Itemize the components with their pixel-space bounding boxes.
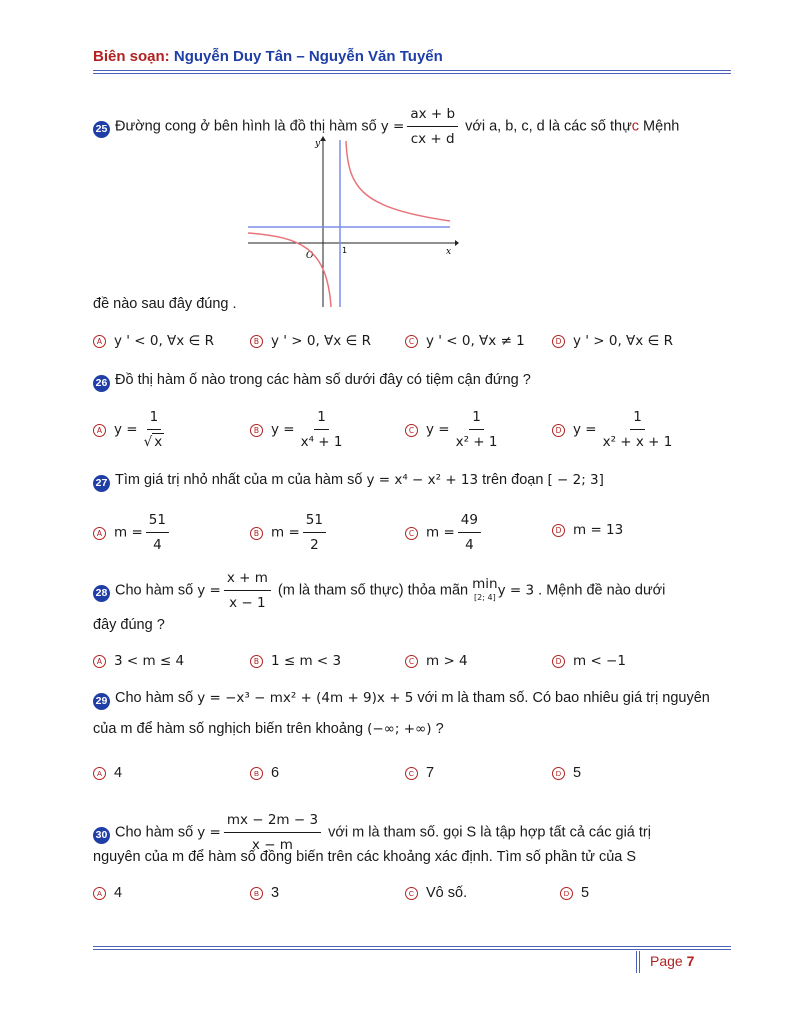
q27-option-a-den: 4	[153, 537, 162, 553]
header-label: Biên soạn:	[93, 48, 170, 65]
q29-option-c-text: 7	[426, 765, 435, 781]
q25-text1: Đường cong ở bên hình là đồ thị hàm số	[115, 118, 377, 135]
q28-option-b	[250, 651, 341, 671]
q27-text2: trên đoạn	[482, 472, 544, 488]
option-b-badge: B	[250, 767, 263, 780]
q25-graph-y-label: y	[315, 139, 321, 149]
q26-option-d-den: x² + x + 1	[602, 434, 673, 450]
q26-option-a-fraction	[141, 407, 168, 452]
q29-text3: của m để hàm số nghịch biến trên khoảng	[93, 721, 364, 737]
option-d-badge: D	[552, 767, 565, 780]
option-d-badge: D	[552, 524, 565, 537]
q28-line1: 28 Cho hàm số y = $\frac{x + m}{x - 1}$ (m là tham số thực) thỏa mãn min [2; 4] y = 3 . Mệnh đề nào dưới	[93, 568, 665, 613]
q25-graph	[245, 135, 460, 310]
q29-option-d	[552, 763, 581, 783]
option-c-badge: C	[405, 767, 418, 780]
q25-option-d-text: y ' > 0, ∀x ∈ R	[573, 333, 674, 349]
option-c-badge: C	[405, 424, 418, 437]
q27-text1: Tìm giá trị nhỏ nhất của m của hàm số	[115, 472, 363, 488]
q25-denominator: cx + d	[410, 131, 455, 147]
q28-min-rest: y = 3	[497, 582, 535, 599]
option-d-badge: D	[552, 424, 565, 437]
q27-option-d	[552, 520, 623, 540]
q28-text1: Cho hàm số	[115, 582, 194, 599]
q26-option-d-num: 1	[630, 407, 645, 430]
q25-line2: đề nào sau đây đúng .	[93, 296, 237, 312]
q27-number-badge: 27	[93, 475, 110, 492]
q27-option-b: B m = $\frac{51}{2}$	[250, 510, 329, 555]
q28-option-b-text: 1 ≤ m < 3	[271, 653, 342, 669]
q26-option-c: C y = $\frac{1}{\text{x² + 1}}$	[405, 407, 503, 452]
q30-line2: nguyên của m để hàm số đồng biến trên các khoảng xác định. Tìm số phần tử của S	[93, 849, 637, 865]
q29-text2: với m là tham số. Có bao nhiêu giá trị nguyên	[417, 690, 710, 706]
option-c-badge: C	[405, 527, 418, 540]
q30-numerator: mx − 2m − 3	[224, 810, 321, 833]
q27-option-a-fraction	[146, 510, 169, 555]
q27-line1	[93, 470, 604, 492]
q28-option-a-text: 3 < m ≤ 4	[114, 653, 185, 669]
q28-option-c	[405, 651, 468, 671]
q27-option-b-fraction	[303, 510, 326, 555]
q26-line1	[93, 370, 531, 392]
q28-numerator: x + m	[224, 568, 271, 591]
q27-option-d-text: m = 13	[573, 522, 624, 538]
q29-number-badge: 29	[93, 693, 110, 710]
q27-option-a: A m = $\frac{51}{4}$	[93, 510, 172, 555]
q30-option-b	[250, 883, 279, 903]
q26-option-b-num: 1	[314, 407, 329, 430]
q26-option-c-num: 1	[469, 407, 484, 430]
q29-line2	[93, 719, 444, 739]
q30-denominator: x − m	[251, 837, 293, 853]
option-d-badge: D	[560, 887, 573, 900]
option-a-badge: A	[93, 655, 106, 668]
q28-number-badge: 28	[93, 585, 110, 602]
q29-option-a	[93, 763, 122, 783]
q30-text1: Cho hàm số	[115, 824, 194, 841]
option-c-badge: C	[405, 335, 418, 348]
q26-option-a-den: √ x	[143, 434, 163, 450]
q28-option-d	[552, 651, 626, 671]
option-a-badge: A	[93, 424, 106, 437]
q25-graph-one-label: 1	[342, 246, 348, 255]
q29-option-d-text: 5	[573, 765, 582, 781]
q25-text3: Mệnh	[639, 118, 680, 135]
q29-option-b-text: 6	[271, 765, 280, 781]
q27-expr: y = x⁴ − x² + 13	[366, 472, 479, 488]
option-c-badge: C	[405, 887, 418, 900]
option-c-badge: C	[405, 655, 418, 668]
option-b-badge: B	[250, 527, 263, 540]
q28-fraction	[224, 568, 271, 613]
option-b-badge: B	[250, 424, 263, 437]
q30-option-d-text: 5	[581, 885, 590, 901]
option-a-badge: A	[93, 527, 106, 540]
option-d-badge: D	[552, 655, 565, 668]
q30-option-d	[560, 883, 589, 903]
q28-denominator: x − 1	[229, 595, 266, 611]
q27-option-c-den: 4	[465, 537, 474, 553]
q26-option-a-radicand: x	[154, 434, 163, 450]
q27-option-a-num: 51	[146, 510, 169, 533]
q30-number-badge: 30	[93, 827, 110, 844]
q26-option-a-num: 1	[147, 407, 162, 430]
q29-option-b	[250, 763, 279, 783]
q25-option-d	[552, 331, 673, 351]
q25-y: y =	[380, 118, 405, 135]
q26-number-badge: 26	[93, 375, 110, 392]
q30-option-b-text: 3	[271, 885, 280, 901]
q27-option-c-num: 49	[458, 510, 481, 533]
q25-option-a-text: y ' < 0, ∀x ∈ R	[114, 333, 215, 349]
page-label: Page	[650, 953, 683, 969]
q25-text2: với a, b, c, d là các số thự	[465, 118, 632, 135]
option-d-badge: D	[552, 335, 565, 348]
q26-option-c-den: x² + 1	[455, 434, 498, 450]
q28-text2: (m là tham số thực) thỏa mãn	[277, 582, 469, 599]
q28-line2: đây đúng ?	[93, 617, 165, 633]
q26-option-b-den: x⁴ + 1	[300, 434, 343, 450]
q27-interval: [ − 2; 3]	[547, 472, 604, 488]
q28-text3: . Mệnh đề nào dưới	[538, 582, 666, 599]
q28-option-a	[93, 651, 184, 671]
option-a-badge: A	[93, 767, 106, 780]
q30-option-c-text: Vô số.	[426, 885, 468, 901]
q29-line1	[93, 688, 710, 710]
option-b-badge: B	[250, 335, 263, 348]
q26-option-a: A y = $\frac{1}{√ x}$	[93, 407, 170, 452]
q25-numerator: ax + b	[407, 104, 458, 127]
q25-option-c-text: y ' < 0, ∀x ≠ 1	[426, 333, 525, 349]
q30-line1: 30 Cho hàm số y = $\frac{mx - 2m - 3}{x - m}$ với m là tham số. gọi S là tập hợp tất cả các giá trị	[93, 810, 651, 855]
footer-divider-1	[636, 951, 637, 973]
q25-option-c	[405, 331, 525, 351]
q29-interval: (−∞; +∞)	[367, 721, 432, 737]
q30-option-a-text: 4	[114, 885, 123, 901]
q28-option-d-text: m < −1	[573, 653, 626, 669]
q30-option-a	[93, 883, 122, 903]
q27-option-b-num: 51	[303, 510, 326, 533]
header-rule-1	[93, 70, 731, 71]
option-a-badge: A	[93, 887, 106, 900]
q26-text: Đồ thị hàm ố nào trong các hàm số dưới đây có tiệm cận đứng ?	[115, 372, 531, 388]
option-a-badge: A	[93, 335, 106, 348]
q27-option-b-den: 2	[310, 537, 319, 553]
q25-option-b-text: y ' > 0, ∀x ∈ R	[271, 333, 372, 349]
q29-text1: Cho hàm số	[115, 690, 194, 706]
footer-rule-1	[93, 946, 731, 947]
q30-text2: với m là tham số. gọi S là tập hợp tất cả các giá trị	[328, 824, 651, 841]
page-number-value: 7	[686, 953, 695, 969]
q25-graph-origin-label: O	[306, 251, 314, 261]
q29-expr: y = −x³ − mx² + (4m + 9)x + 5	[197, 690, 414, 706]
q25-option-a	[93, 331, 214, 351]
q25-c: c	[631, 118, 640, 135]
page-number	[650, 953, 694, 969]
footer-rule-2	[93, 949, 731, 950]
q26-option-b-fraction	[298, 407, 346, 452]
q29-option-c	[405, 763, 434, 783]
q26-option-c-fraction	[453, 407, 501, 452]
q26-option-d: D y = $\frac{1}{\text{x² + x + 1}}$	[552, 407, 678, 452]
q28-min-word: min	[472, 575, 498, 592]
q28-option-c-text: m > 4	[426, 653, 468, 669]
q27-option-c: C m = $\frac{49}{4}$	[405, 510, 484, 555]
page-header	[93, 48, 443, 65]
q26-option-d-fraction	[600, 407, 676, 452]
q25-number-badge: 25	[93, 121, 110, 138]
q28-min-subscript: [2; 4]	[474, 592, 496, 602]
q28-min	[472, 577, 497, 605]
q25-option-b	[250, 331, 371, 351]
q29-text4: ?	[435, 721, 444, 737]
q27-option-c-fraction	[458, 510, 481, 555]
q26-option-b: B y = $\frac{1}{\text{x⁴ + 1}}$	[250, 407, 348, 452]
footer-divider-2	[639, 951, 640, 973]
q30-option-c	[405, 883, 467, 903]
option-b-badge: B	[250, 887, 263, 900]
header-rule-2	[93, 73, 731, 74]
q25-graph-x-label: x	[446, 247, 452, 257]
q29-option-a-text: 4	[114, 765, 123, 781]
option-b-badge: B	[250, 655, 263, 668]
header-authors: Nguyễn Duy Tân – Nguyễn Văn Tuyển	[173, 48, 443, 65]
